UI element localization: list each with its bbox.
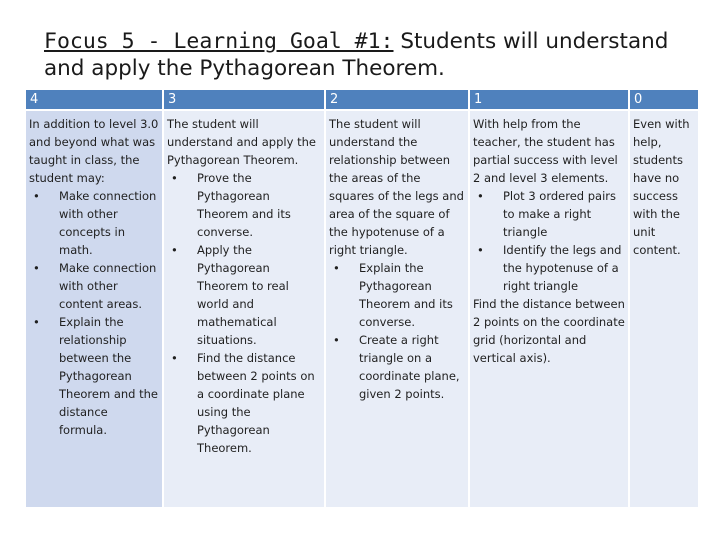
cell-intro: In addition to level 3.0 and beyond what was taught in class, the student may: xyxy=(29,117,159,185)
bullet-list xyxy=(473,187,625,295)
header-level-3: 3 xyxy=(164,90,324,111)
bullet-list xyxy=(167,169,321,457)
list-item: • Identify the legs and the hypotenuse of a right triangle xyxy=(503,241,625,295)
list-item: • Explain the relationship between the Pythagorean Theorem and the distance formula. xyxy=(59,313,159,439)
cell-outro: Find the distance between 2 points on the coordinate grid (horizontal and vertical axis). xyxy=(473,297,625,365)
header-level-1: 1 xyxy=(470,90,628,111)
bullet-list xyxy=(29,187,159,439)
cell-intro: The student will understand the relationship between the areas of the squares of the legs and area of the square of the hypotenuse of a right triangle. xyxy=(329,117,464,257)
list-item: • Prove the Pythagorean Theorem and its converse. xyxy=(197,169,321,241)
learning-goal-label: Focus 5 - Learning Goal #1: xyxy=(44,29,394,54)
list-item: • Plot 3 ordered pairs to make a right triangle xyxy=(503,187,625,241)
header-row xyxy=(26,90,698,111)
list-item: • Explain the Pythagorean Theorem and its converse. xyxy=(359,259,465,331)
list-item: • Find the distance between 2 points on a coordinate plane using the Pythagorean Theorem. xyxy=(197,349,321,457)
cell-level-0 xyxy=(630,111,698,507)
header-level-2: 2 xyxy=(326,90,468,111)
cell-intro: Even with help, students have no success with the unit content. xyxy=(633,117,690,257)
header-level-4: 4 xyxy=(26,90,162,111)
scale-table xyxy=(24,90,700,507)
cell-level-2 xyxy=(326,111,468,507)
bullet-list xyxy=(329,259,465,403)
cell-intro: The student will understand and apply the Pythagorean Theorem. xyxy=(167,117,316,167)
cell-level-1 xyxy=(470,111,628,507)
list-item: • Apply the Pythagorean Theorem to real world and mathematical situations. xyxy=(197,241,321,349)
list-item: • Make connection with other content areas. xyxy=(59,259,159,313)
list-item: • Make connection with other concepts in math. xyxy=(59,187,159,259)
list-item: • Create a right triangle on a coordinate plane, given 2 points. xyxy=(359,331,465,403)
content-row xyxy=(26,111,698,507)
page-title xyxy=(44,28,704,82)
header-level-0: 0 xyxy=(630,90,698,111)
learning-goal-text: Students will understand and apply the Pythagorean Theorem. xyxy=(44,29,669,81)
cell-level-4 xyxy=(26,111,162,507)
cell-level-3 xyxy=(164,111,324,507)
cell-intro: With help from the teacher, the student has partial success with level 2 and level 3 elements. xyxy=(473,117,618,185)
